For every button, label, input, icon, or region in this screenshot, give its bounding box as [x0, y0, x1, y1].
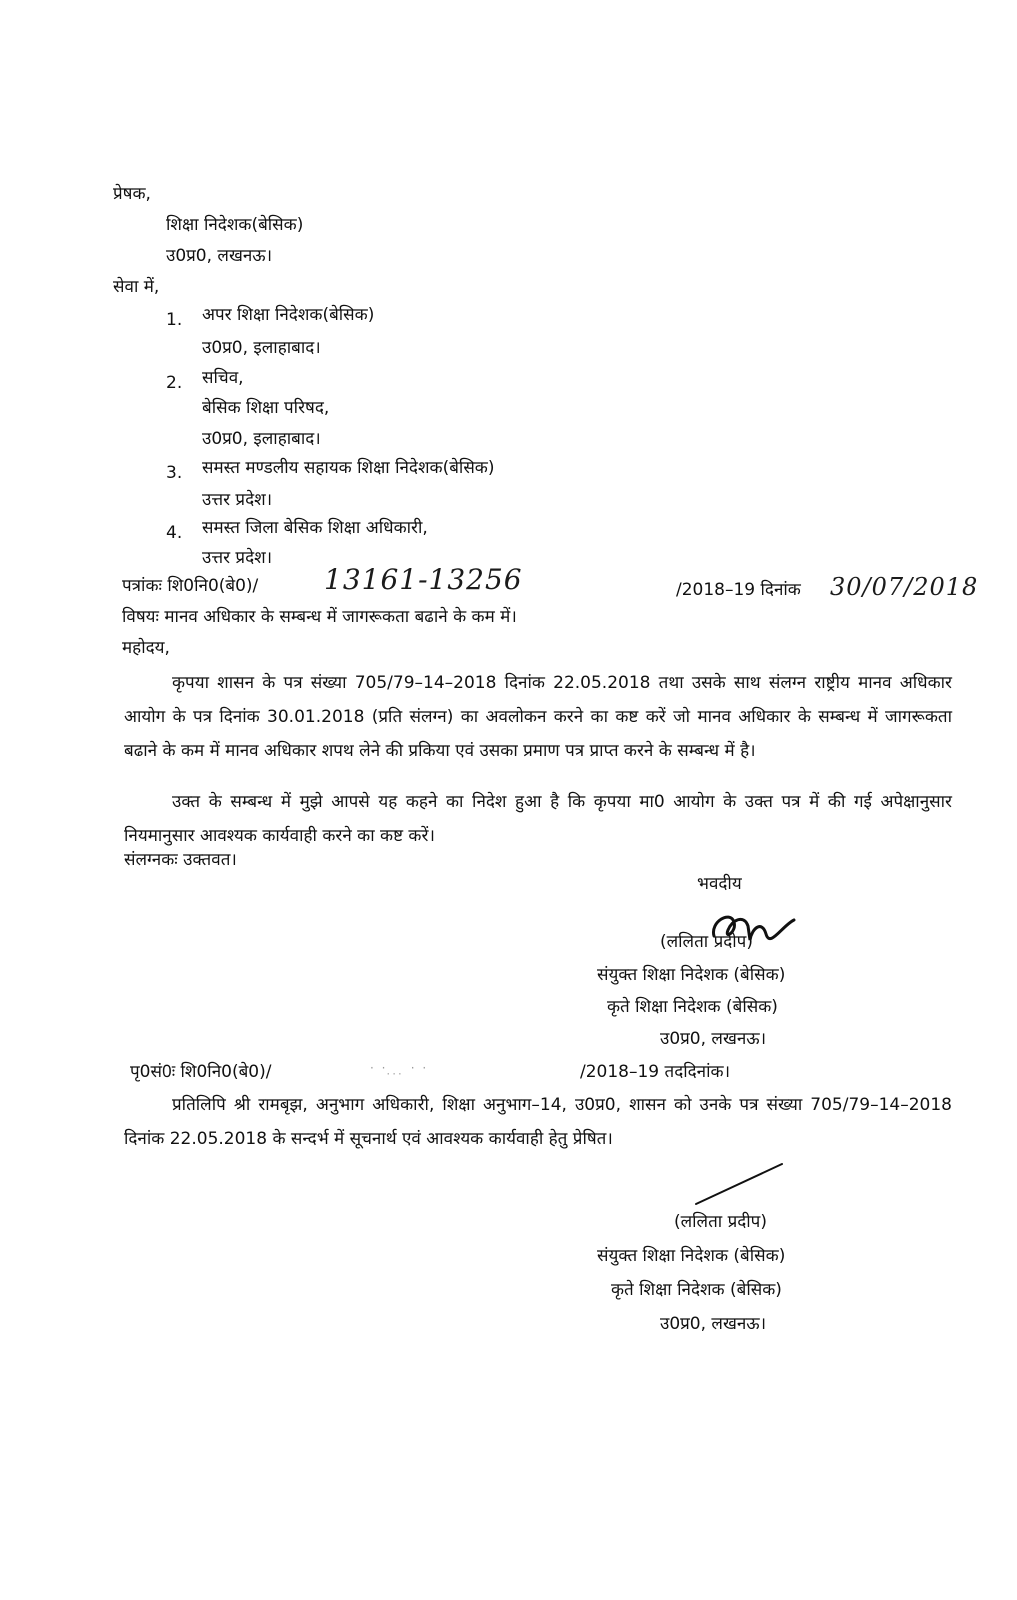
reference-year: /2018–19 दिनांक	[676, 580, 801, 600]
enclosure-note: संलग्नकः उक्तवत।	[124, 850, 237, 870]
subject: विषयः मानव अधिकार के सम्बन्ध में जागरूकता बढाने के कम में।	[122, 607, 517, 627]
salutation: महोदय,	[122, 638, 170, 658]
recipient-line: समस्त मण्डलीय सहायक शिक्षा निदेशक(बेसिक)	[202, 458, 495, 478]
closing: भवदीय	[697, 874, 742, 894]
handwritten-letter-number: 13161-13256	[324, 563, 523, 596]
body-paragraph-1: कृपया शासन के पत्र संख्या 705/79–14–2018 दिनांक 22.05.2018 तथा उसके साथ संलग्न राष्ट्रीय मानव अधिकार आयोग के पत्र दिनांक 30.01.2018 (प्रति संलग्न) का अवलोकन करने का कष्ट करें जो मानव अधिकार के सम्बन्ध में जागरूकता बढाने के कम में मानव अधिकार शपथ लेने की प्रकिया एवं उसका प्रमाण पत्र प्राप्त करने के सम्बन्ध में है।	[124, 673, 952, 761]
endorsement-year: /2018–19 तददिनांक।	[580, 1062, 731, 1082]
to-label: सेवा में,	[113, 277, 160, 297]
recipient-number: 3.	[166, 463, 183, 483]
signatory-on-behalf: कृते शिक्षा निदेशक (बेसिक)	[607, 997, 778, 1017]
recipient-line: उ0प्र0, इलाहाबाद।	[202, 429, 321, 449]
sender-place: उ0प्र0, लखनऊ।	[166, 246, 273, 266]
sender-title: शिक्षा निदेशक(बेसिक)	[166, 215, 304, 235]
body-paragraph-2: उक्त के सम्बन्ध में मुझे आपसे यह कहने का निदेश हुआ है कि कृपया मा0 आयोग के उक्त पत्र में की गई अपेक्षानुसार नियमानुसार आवश्यक कार्यवाही करने का कष्ट करें।	[124, 792, 952, 846]
signatory-place: उ0प्र0, लखनऊ।	[660, 1029, 767, 1049]
recipient-number: 2.	[166, 373, 183, 393]
recipient-line: अपर शिक्षा निदेशक(बेसिक)	[202, 305, 375, 325]
signatory-name: (ललिता प्रदीप)	[674, 1212, 767, 1232]
signatory-designation: संयुक्त शिक्षा निदेशक (बेसिक)	[597, 965, 786, 985]
recipient-line: उत्तर प्रदेश।	[202, 490, 273, 510]
recipient-number: 1.	[166, 310, 183, 330]
signatory-designation: संयुक्त शिक्षा निदेशक (बेसिक)	[597, 1246, 786, 1266]
reference-label: पत्रांकः शि0नि0(बे0)/	[122, 576, 259, 596]
endorsement-label: पृ0सं0ः शि0नि0(बे0)/	[130, 1062, 272, 1082]
recipient-number: 4.	[166, 523, 183, 543]
handwritten-date: 30/07/2018	[830, 573, 979, 601]
signatory-place: उ0प्र0, लखनऊ।	[660, 1314, 767, 1334]
recipient-line: उत्तर प्रदेश।	[202, 548, 273, 568]
recipient-line: सचिव,	[202, 368, 244, 388]
signatory-on-behalf: कृते शिक्षा निदेशक (बेसिक)	[611, 1280, 782, 1300]
signature-stroke	[690, 1160, 790, 1210]
recipient-line: बेसिक शिक्षा परिषद,	[202, 398, 330, 418]
signatory-name: (ललिता प्रदीप)	[660, 932, 753, 952]
recipient-line: समस्त जिला बेसिक शिक्षा अधिकारी,	[202, 518, 428, 538]
faded-endorsement-number: · · ̣ ̣ ̣ · ·	[370, 1061, 429, 1075]
endorsement-paragraph: प्रतिलिपि श्री रामबृझ, अनुभाग अधिकारी, शिक्षा अनुभाग–14, उ0प्र0, शासन को उनके पत्र संख्या 705/79–14–2018 दिनांक 22.05.2018 के सन्दर्भ में सूचनार्थ एवं आवश्यक कार्यवाही हेतु प्रेषित।	[124, 1095, 952, 1149]
sender-label: प्रेषक,	[113, 184, 151, 204]
recipient-line: उ0प्र0, इलाहाबाद।	[202, 338, 321, 358]
